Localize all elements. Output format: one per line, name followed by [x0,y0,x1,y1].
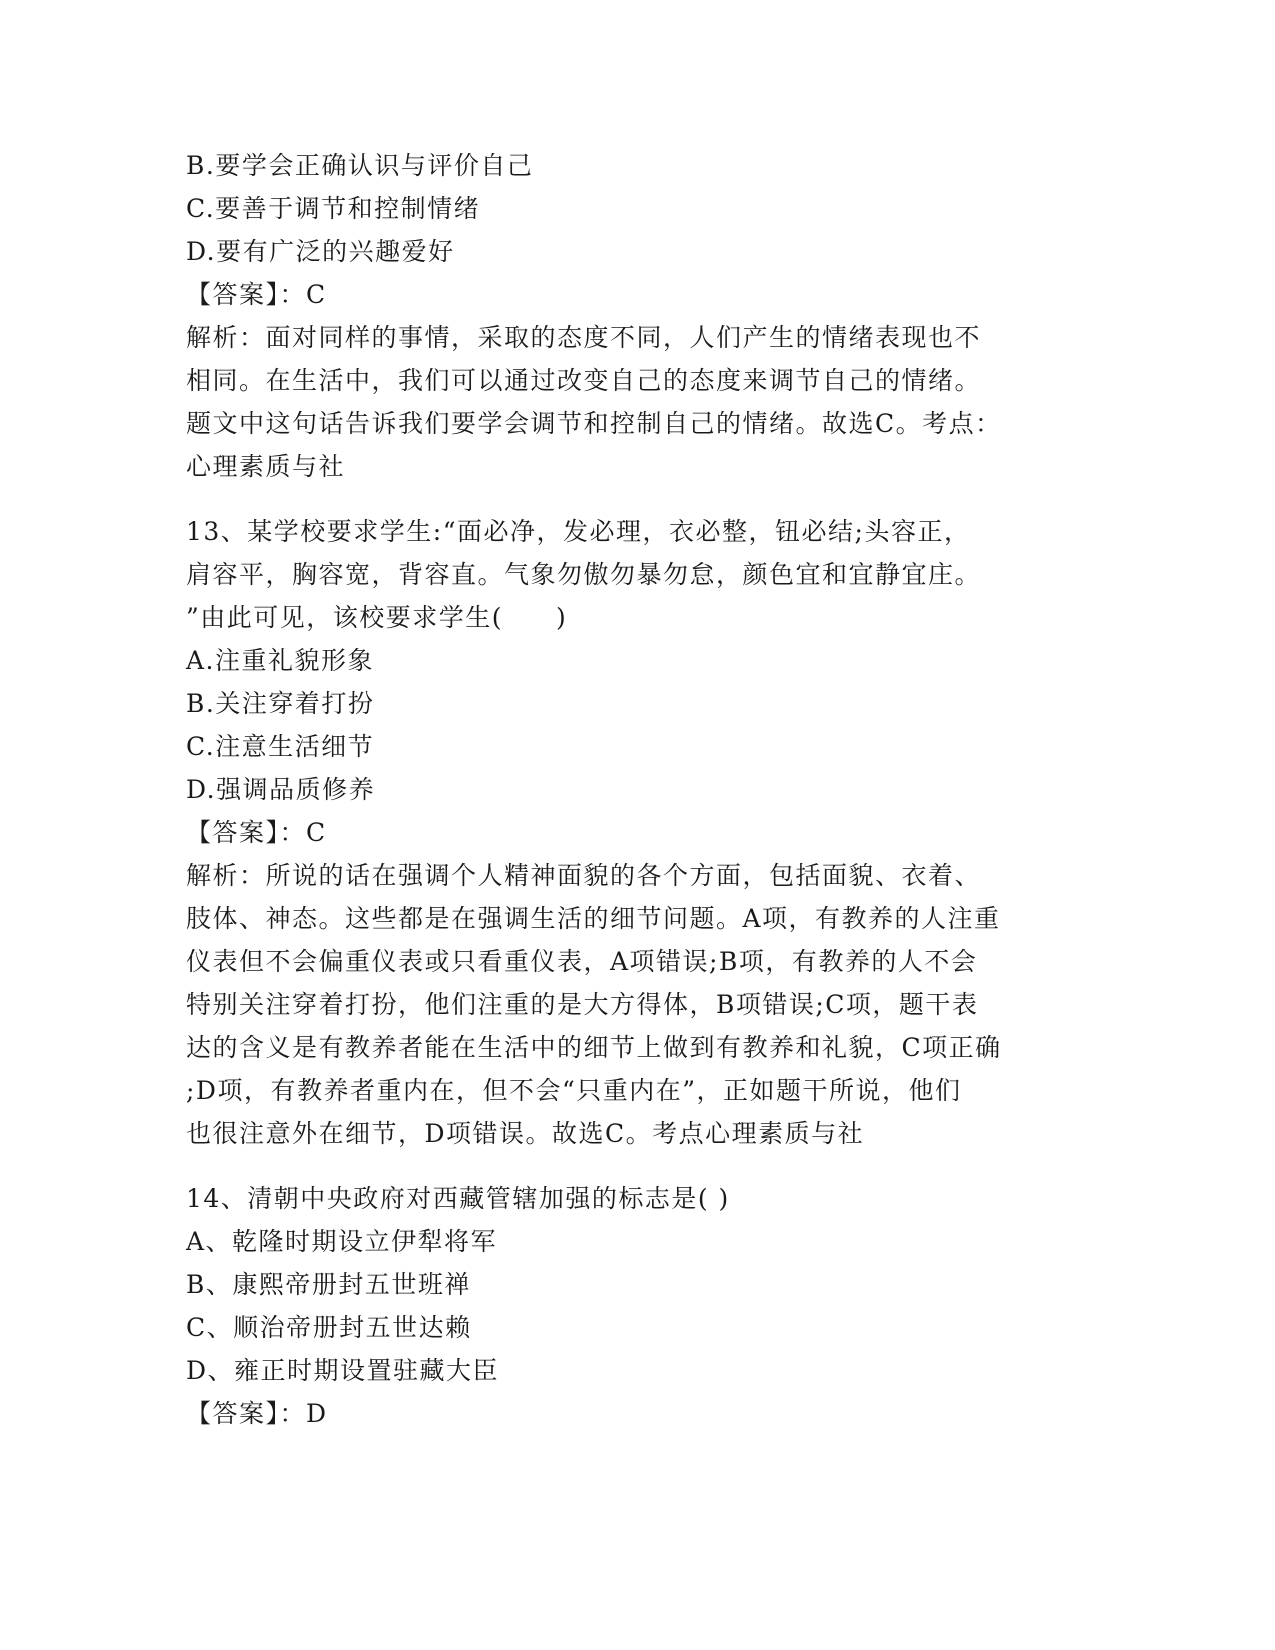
q12-option-b: B.要学会正确认识与评价自己 [186,151,534,180]
q13-analysis-line: 仪表但不会偏重仪表或只看重仪表，A项错误;B项，有教养的人不会 [186,947,978,976]
q14-option-b: B、康熙帝册封五世班禅 [186,1270,471,1299]
q13-option-a: A.注重礼貌形象 [186,646,375,675]
page-content [186,144,1086,1435]
q12-option-c: C.要善于调节和控制情绪 [186,194,481,223]
q12-analysis-line: 解析：面对同样的事情，采取的态度不同，人们产生的情绪表现也不 [186,323,982,352]
q13-stem-line: ”由此可见，该校要求学生( ) [186,603,568,632]
q12-answer: 【答案】：C [186,280,327,309]
spacer [186,488,1086,510]
q13-analysis-line: 解析：所说的话在强调个人精神面貌的各个方面，包括面貌、衣着、 [186,861,982,890]
q13-option-d: D.强调品质修养 [186,775,376,804]
q12-analysis-line: 相同。在生活中，我们可以通过改变自己的态度来调节自己的情绪。 [186,366,982,395]
q13-stem-line: 肩容平，胸容宽，背容直。气象勿傲勿暴勿怠，颜色宜和宜静宜庄。 [186,560,982,589]
q14-option-d: D、雍正时期设置驻藏大臣 [186,1356,500,1385]
q13-analysis-line: ;D项，有教养者重内在，但不会“只重内在”，正如题干所说，他们 [186,1076,962,1105]
q14-option-a: A、乾隆时期设立伊犁将军 [186,1227,498,1256]
q13-analysis-line: 也很注意外在细节，D项错误。故选C。考点心理素质与社 [186,1119,865,1148]
q14-stem: 14、清朝中央政府对西藏管辖加强的标志是( ) [186,1184,730,1213]
q12-analysis-line: 心理素质与社 [186,452,346,481]
q12-analysis-line: 题文中这句话告诉我们要学会调节和控制自己的情绪。故选C。考点： [186,409,1002,438]
spacer [186,1155,1086,1177]
q13-analysis-line: 特别关注穿着打扮，他们注重的是大方得体，B项错误;C项，题干表 [186,990,979,1019]
q13-analysis-line: 达的含义是有教养者能在生活中的细节上做到有教养和礼貌，C项正确 [186,1033,1002,1062]
q13-answer: 【答案】：C [186,818,327,847]
q14-option-c: C、顺治帝册封五世达赖 [186,1313,472,1342]
q13-stem-line: 13、某学校要求学生:“面必净，发必理，衣必整，钮必结;头容正， [186,517,971,546]
q13-analysis-line: 肢体、神态。这些都是在强调生活的细节问题。A项，有教养的人注重 [186,904,1001,933]
question-12-block [186,144,1086,488]
q12-option-d: D.要有广泛的兴趣爱好 [186,237,455,266]
q14-answer: 【答案】：D [186,1399,328,1428]
q13-option-c: C.注意生活细节 [186,732,375,761]
question-13-block [186,510,1086,1155]
q13-option-b: B.关注穿着打扮 [186,689,375,718]
question-14-block [186,1177,1086,1435]
